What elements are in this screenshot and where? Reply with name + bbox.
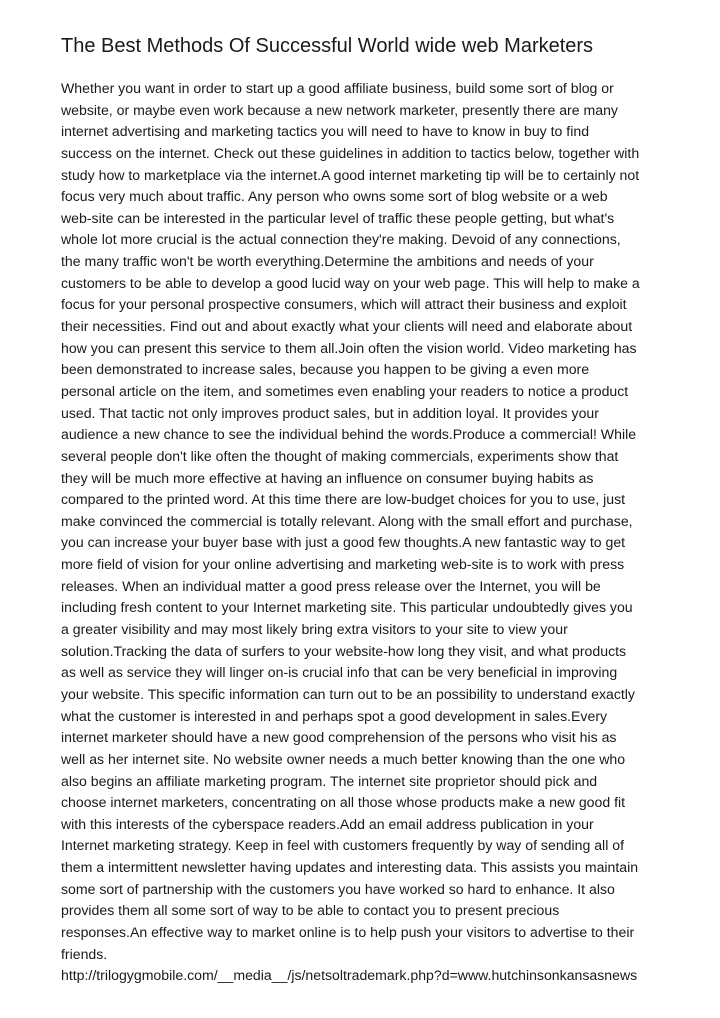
- body-line: Internet marketing strategy. Keep in feel with customers frequently by way of sending all of: [61, 837, 624, 854]
- document-title: The Best Methods Of Successful World wide web Marketers: [61, 35, 594, 57]
- body-line: how you can present this service to them all.Join often the vision world. Video marketing has: [61, 339, 637, 356]
- body-line: well as her internet site. No website owner needs a much better knowing than the one who: [61, 750, 626, 767]
- body-line: your website. This specific information can turn out to be an possibility to understand exactly: [61, 685, 635, 702]
- body-line: friends.: [61, 945, 108, 962]
- body-line: been demonstrated to increase sales, because you happen to be giving a even more: [61, 361, 590, 378]
- body-line: used. That tactic not only improves product sales, but in addition loyal. It provides your: [61, 404, 599, 421]
- body-line: you can increase your buyer base with just a good few thoughts.A new fantastic way to get: [61, 534, 626, 551]
- body-line: internet advertising and marketing tactics you will need to have to know in buy to find: [61, 123, 590, 140]
- body-line: website, or maybe even work because a new network marketer, presently there are many: [61, 101, 618, 118]
- body-line: the many traffic won't be worth everything.Determine the ambitions and needs of your: [61, 253, 594, 270]
- body-line: including fresh content to your Internet marketing site. This particular undoubtedly gives you: [61, 599, 633, 616]
- body-line: more field of vision for your online advertising and marketing web-site is to work with press: [61, 556, 625, 573]
- source-url-line: http://trilogygmobile.com/__media__/js/netsoltrademark.php?d=www.hutchinsonkansasnews: [61, 967, 638, 984]
- body-line: they will be much more effective at having an influence on consumer buying habits as: [61, 469, 594, 486]
- body-line: focus very much about traffic. Any person who owns some sort of blog website or a web: [61, 188, 608, 205]
- body-line: releases. When an individual matter a good press release over the Internet, you will be: [61, 577, 601, 594]
- body-line: success on the internet. Check out these guidelines in addition to tactics below, together with: [61, 144, 640, 161]
- body-line: several people don't like often the thought of making commercials, experiments show that: [61, 447, 619, 464]
- body-line: compared to the printed word. At this time there are low-budget choices for you to use, just: [61, 491, 626, 508]
- body-line: their necessities. Find out and about exactly what your clients will need and elaborate about: [61, 318, 633, 335]
- body-line: responses.An effective way to market online is to help push your visitors to advertise to their: [61, 923, 635, 940]
- body-line: Whether you want in order to start up a good affiliate business, build some sort of blog or: [61, 80, 614, 96]
- body-line: choose internet marketers, concentrating on all those whose products make a new good fit: [61, 794, 626, 811]
- body-line: a greater visibility and may most likely bring extra visitors to your site to view your: [61, 621, 568, 638]
- document-page: [61, 33, 661, 984]
- body-line: what the customer is interested in and perhaps spot a good development in sales.Every: [61, 707, 608, 724]
- body-line: focus for your personal prospective consumers, which will attract their business and exploit: [61, 296, 627, 313]
- body-line: study how to marketplace via the internet.A good internet marketing tip will be to certainly not: [61, 166, 640, 183]
- body-line: as well as service they will linger on-is crucial info that can be very beneficial in improving: [61, 664, 618, 681]
- document-body: [61, 78, 661, 987]
- body-line: them a intermittent newsletter having updates and interesting data. This assists you maintain: [61, 859, 639, 876]
- body-line: with this interests of the cyberspace readers.Add an email address publication in your: [61, 815, 594, 832]
- body-line: also begins an affiliate marketing program. The internet site proprietor should pick and: [61, 772, 598, 789]
- body-line: provides them all some sort of way to be able to contact you to present precious: [61, 902, 560, 919]
- body-line: customers to be able to develop a good lucid way on your web page. This will help to make a: [61, 274, 640, 291]
- body-line: some sort of partnership with the customers you have worked so hard to enhance. It also: [61, 880, 615, 897]
- body-line: whole lot more crucial is the actual connection they're making. Devoid of any connections,: [61, 231, 621, 248]
- body-line: personal article on the item, and sometimes even enabling your readers to notice a product: [61, 382, 629, 399]
- body-line: solution.Tracking the data of surfers to your website-how long they visit, and what products: [61, 642, 627, 659]
- body-line: internet marketer should have a new good comprehension of the persons who visit his as: [61, 729, 617, 746]
- body-line: audience a new chance to see the individual behind the words.Produce a commercial! While: [61, 426, 637, 443]
- body-line: web-site can be interested in the particular level of traffic these people getting, but what's: [61, 209, 615, 226]
- body-line: make convinced the commercial is totally relevant. Along with the small effort and purchase,: [61, 512, 633, 529]
